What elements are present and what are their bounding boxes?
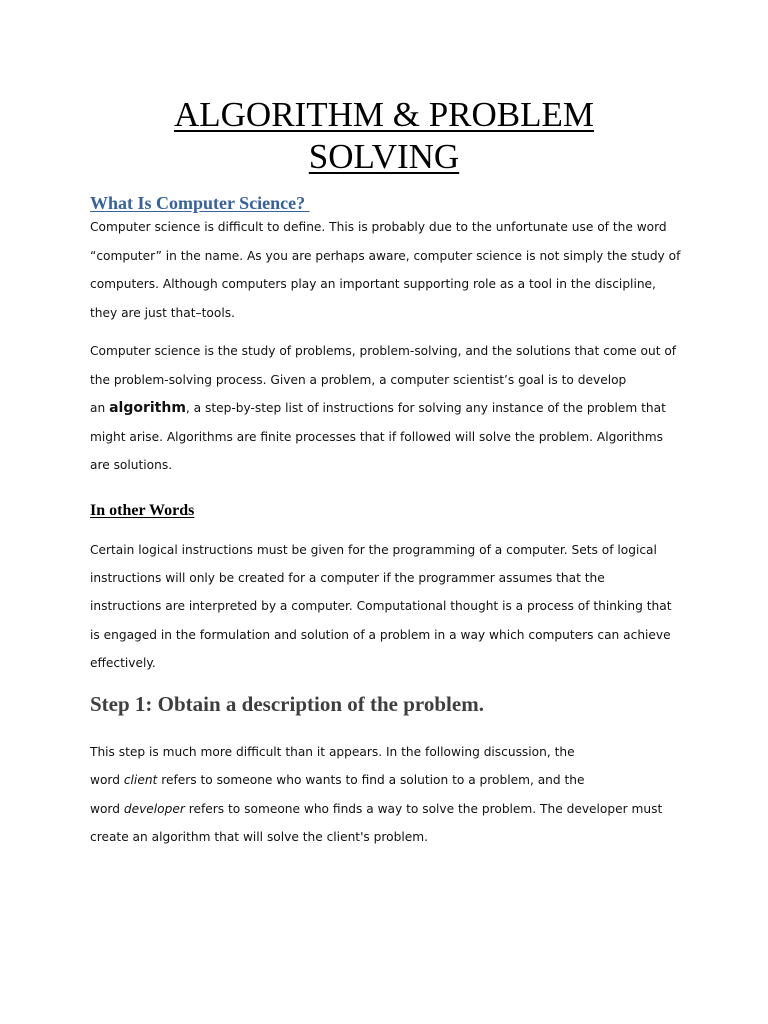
paragraph-line-algorithm: [90, 400, 666, 416]
document-title: [0, 94, 768, 178]
text-segment: word: [90, 773, 124, 787]
title-line-1: ALGORITHM & PROBLEM: [173, 95, 595, 134]
heading-what-is-cs: What Is Computer Science?: [90, 193, 310, 213]
paragraph-line: is engaged in the formulation and solution of a problem in a way which computers can achieve: [90, 628, 671, 642]
paragraph-line: This step is much more difficult than it appears. In the following discussion, the: [90, 745, 575, 759]
paragraph-line: instructions are interpreted by a computer. Computational thought is a process of thinking that: [90, 599, 672, 613]
paragraph-line: instructions will only be created for a computer if the programmer assumes that the: [90, 571, 605, 585]
paragraph-line: might arise. Algorithms are finite processes that if followed will solve the problem. Algorithms: [90, 430, 663, 444]
text-segment: , a step-by-step list of instructions for solving any instance of the problem that: [185, 401, 666, 415]
paragraph-line: effectively.: [90, 656, 156, 670]
heading-step-1: Step 1: Obtain a description of the problem.: [90, 692, 484, 716]
paragraph-line: Computer science is the study of problems, problem-solving, and the solutions that come out of: [90, 344, 677, 358]
term-client: client: [123, 773, 158, 787]
paragraph-line: they are just that–tools.: [90, 306, 235, 320]
term-developer: developer: [123, 802, 185, 816]
text-segment: refers to someone who finds a way to solve the problem. The developer must: [184, 802, 663, 816]
paragraph-line: computers. Although computers play an important supporting role as a tool in the discipline,: [90, 277, 656, 291]
paragraph-line: Computer science is difficult to define. This is probably due to the unfortunate use of the word: [90, 220, 667, 234]
title-line-2: SOLVING: [308, 137, 460, 176]
paragraph-line: the problem-solving process. Given a problem, a computer scientist’s goal is to develop: [90, 373, 627, 387]
keyword-algorithm: algorithm: [109, 400, 186, 416]
paragraph-line: Certain logical instructions must be given for the programming of a computer. Sets of logical: [90, 543, 657, 557]
heading-in-other-words: In other Words: [90, 502, 195, 519]
paragraph-line: “computer” in the name. As you are perhaps aware, computer science is not simply the study of: [90, 249, 681, 263]
paragraph-line-client: [90, 772, 585, 788]
paragraph-line: create an algorithm that will solve the client's problem.: [90, 830, 428, 844]
paragraph-line-developer: [90, 801, 662, 817]
text-segment: word: [90, 802, 124, 816]
paragraph-line: are solutions.: [90, 458, 173, 472]
text-segment: an: [90, 401, 110, 415]
text-segment: refers to someone who wants to find a solution to a problem, and the: [157, 773, 585, 787]
